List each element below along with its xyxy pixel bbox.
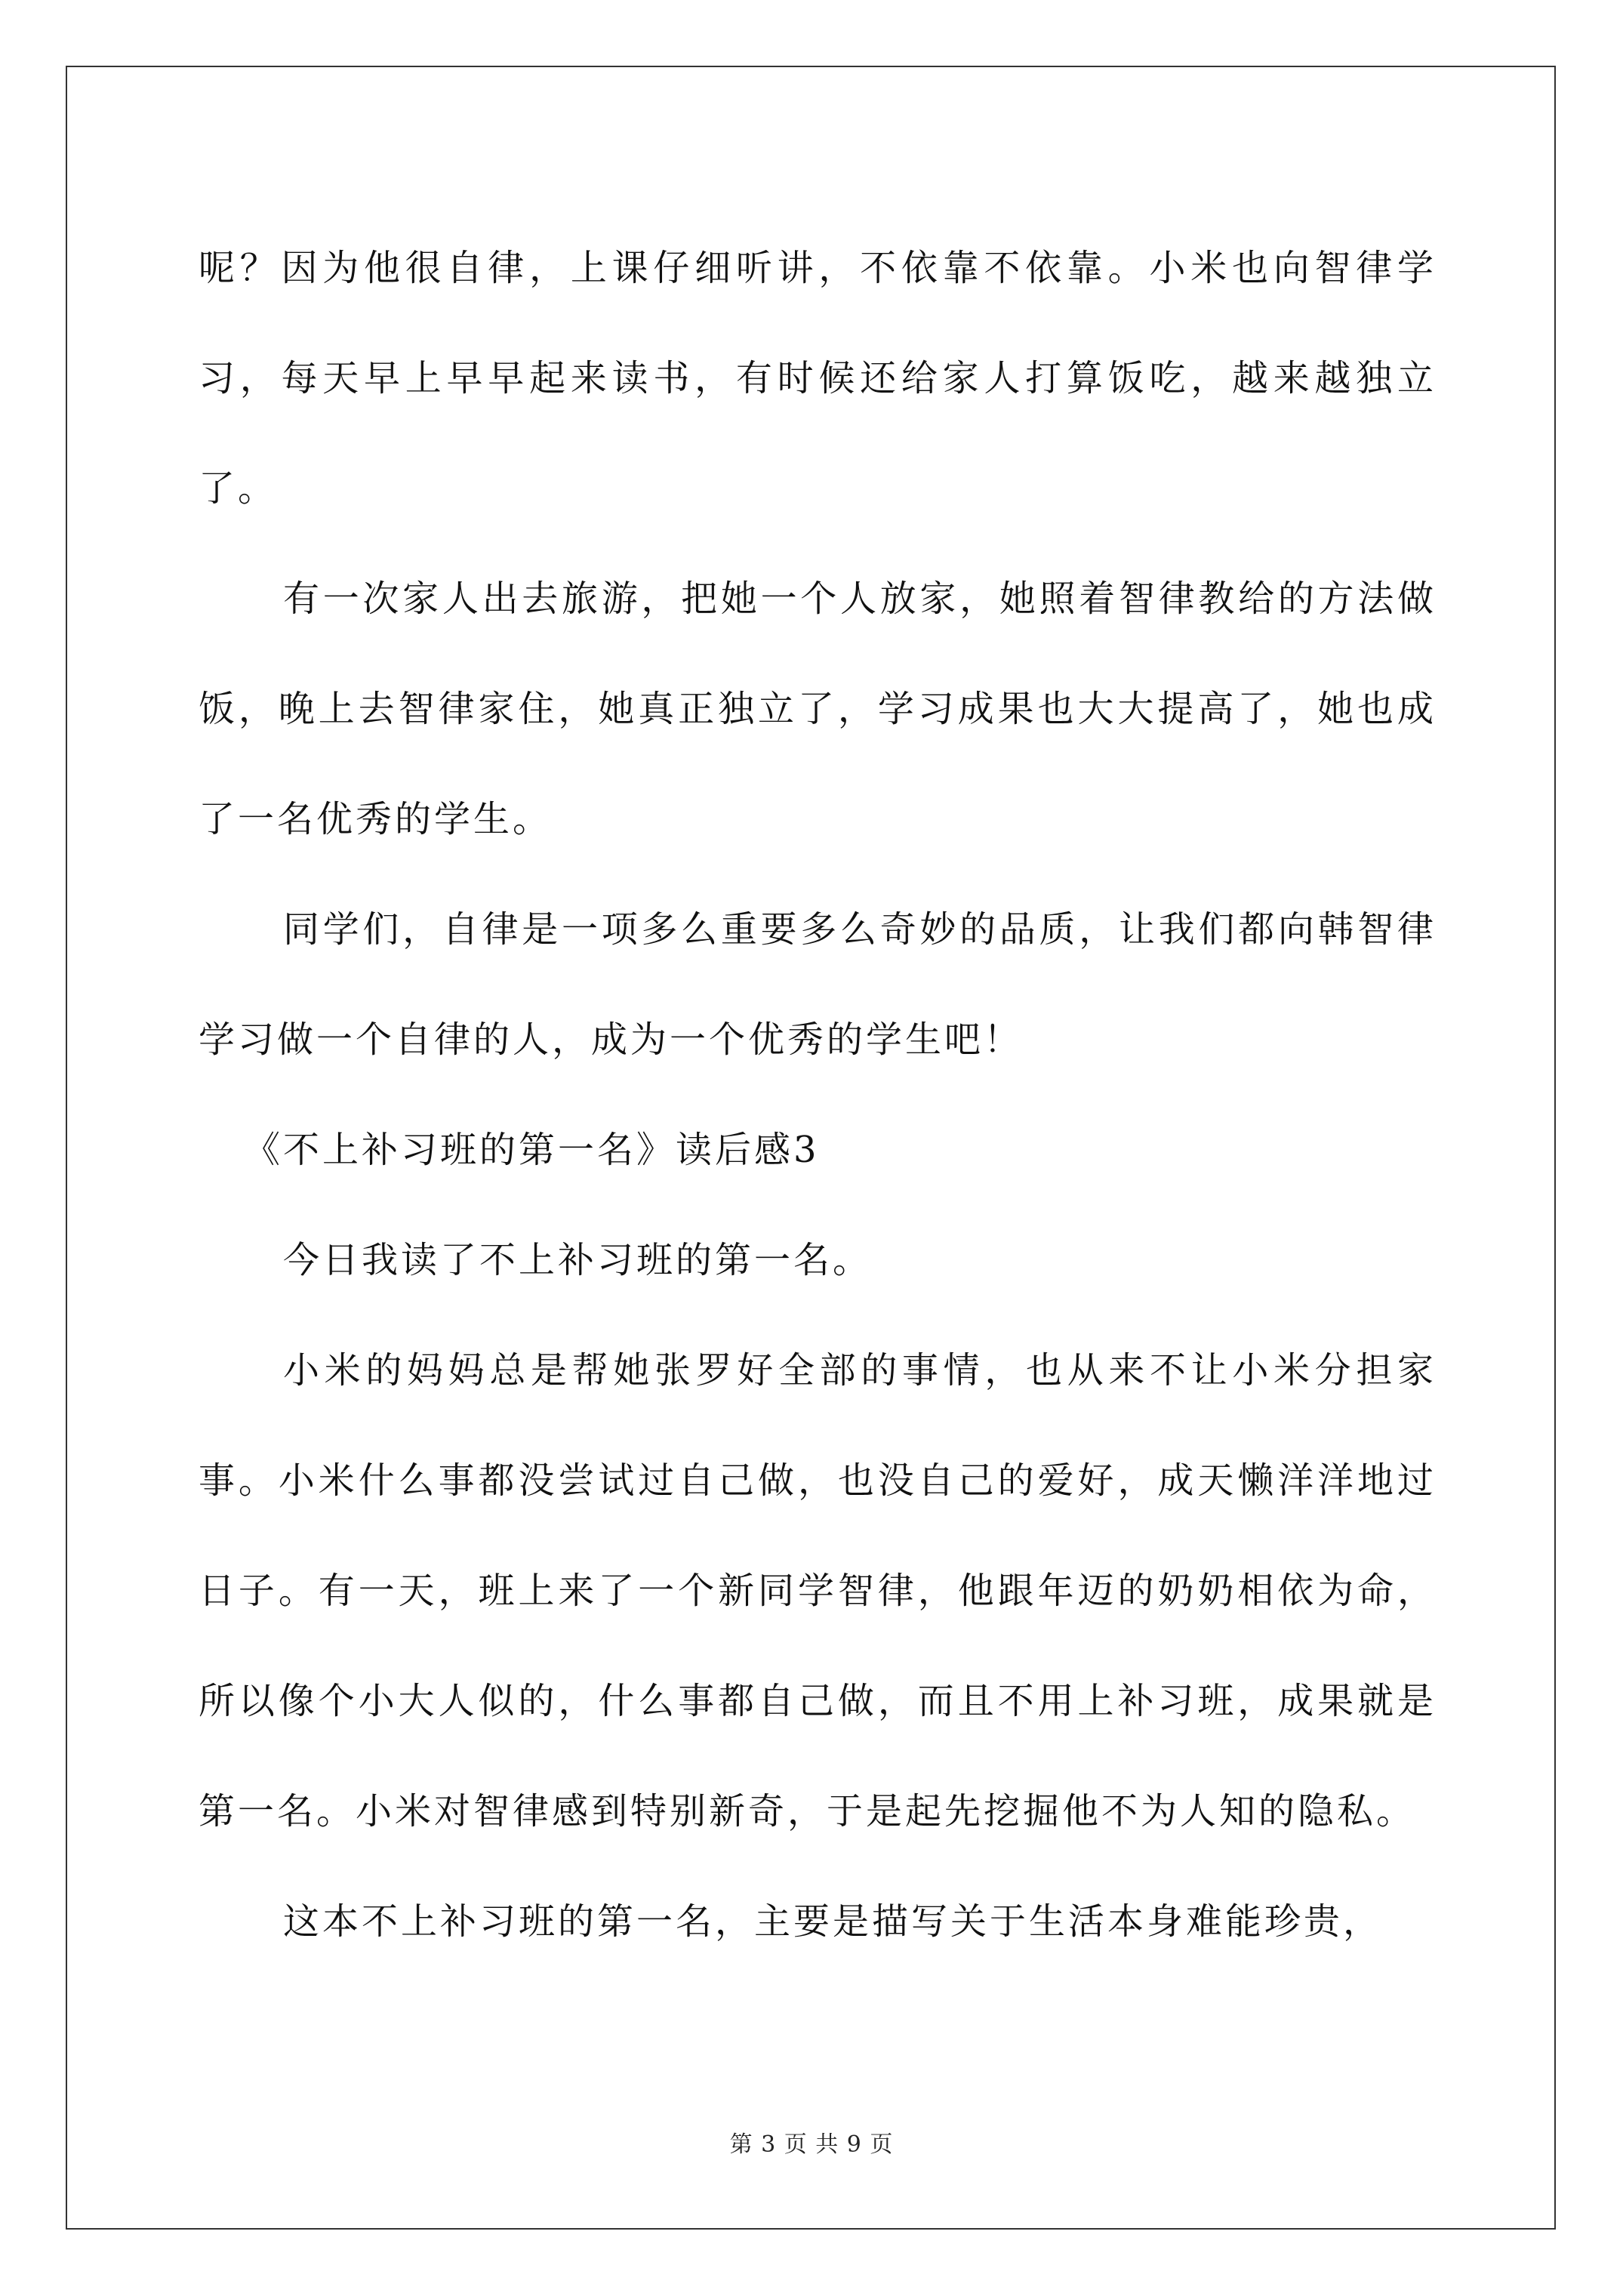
paragraph-6: 这本不上补习班的第一名，主要是描写关于生活本身难能珍贵，	[283, 1900, 1383, 1943]
paragraph-5: 小米的妈妈总是帮她张罗好全部的事情，也从来不让小米分担家事。小米什么事都没尝试过自己做，也没自己的爱好，成天懒洋洋地过日子。有一天，班上来了一个新同学智律，他跟年迈的奶奶相依为命，所以像个小大人似的，什么事都自己做，而且不用上补习班，成果就是第一名。小米对智律感到特别新奇，于是起先挖掘他不为人知的隐私。	[199, 1349, 1437, 1832]
paragraph-2: 有一次家人出去旅游，把她一个人放家，她照着智律教给的方法做饭，晚上去智律家住，她真正独立了，学习成果也大大提高了，她也成了一名优秀的学生。	[199, 578, 1437, 840]
section-heading: 《不上补习班的第一名》读后感3	[244, 1129, 820, 1171]
paragraph-1: 呢？因为他很自律，上课仔细听讲，不依靠不依靠。小米也向智律学习，每天早上早早起来读书，有时候还给家人打算饭吃，越来越独立了。	[199, 247, 1437, 510]
document-body	[199, 213, 1437, 1977]
paragraph-3: 同学们，自律是一项多么重要多么奇妙的品质，让我们都向韩智律学习做一个自律的人，成为一个优秀的学生吧！	[199, 908, 1437, 1061]
page-footer: 第 3 页 共 9 页	[729, 2131, 894, 2158]
paragraph-4: 今日我读了不上补习班的第一名。	[283, 1239, 873, 1281]
